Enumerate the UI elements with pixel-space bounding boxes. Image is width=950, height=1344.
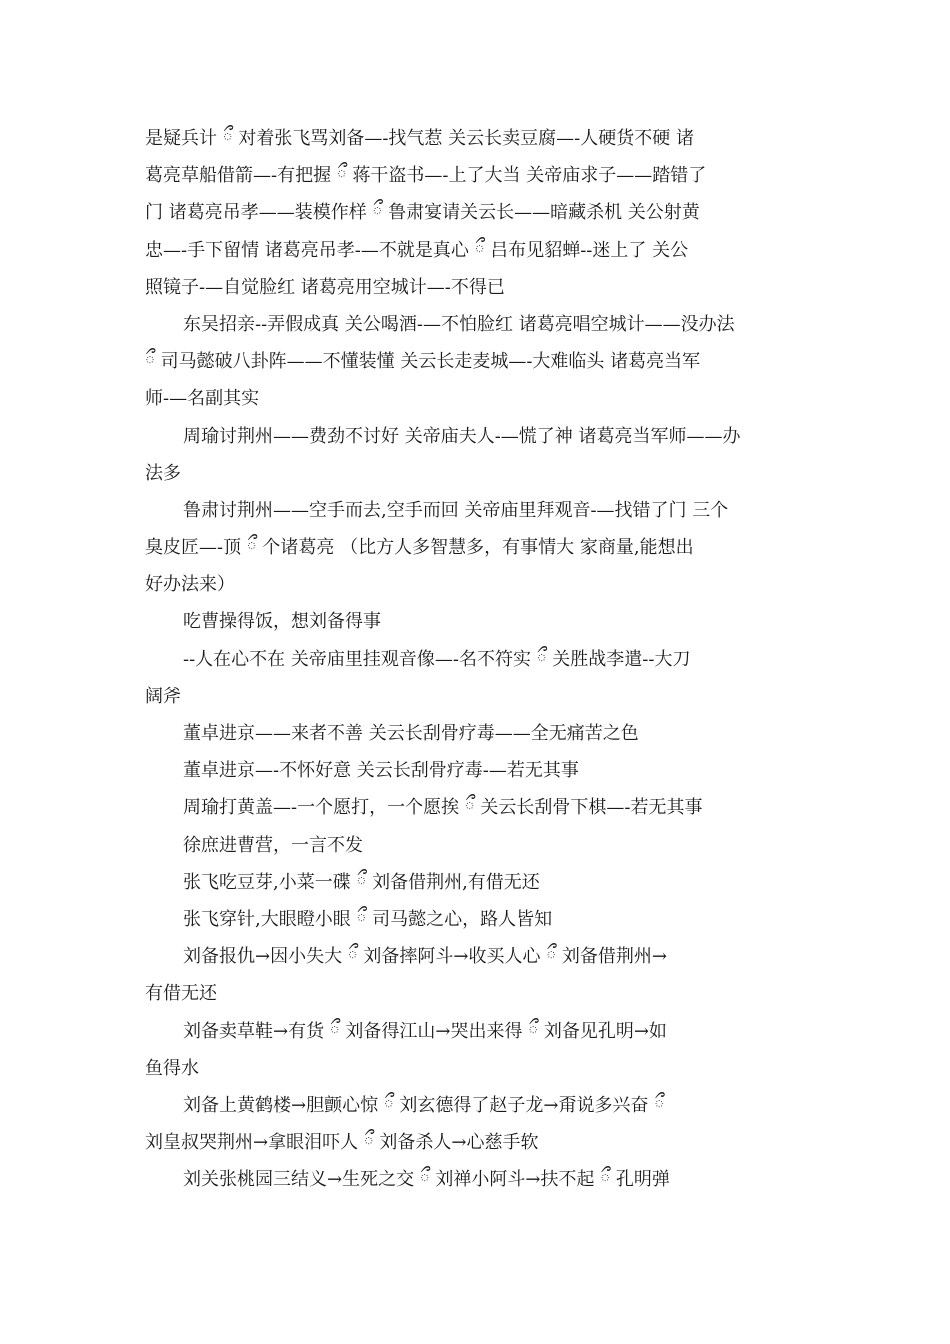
text-line: 董卓进京——来者不善 关云长刮骨疗毒——全无痛苦之色 [183, 723, 639, 744]
text-line: 周瑜讨荆州——费劲不讨好 关帝庙夫人-—慌了神 诸葛亮当军师——办 [183, 425, 741, 447]
text-line: 师-—名副其实 [145, 388, 260, 410]
text-line: 东吴招亲--弄假成真 关公喝酒-—不怕脸红 诸葛亮唱空城计——没办法 [183, 313, 735, 335]
text-line: 是疑兵计 ྀ 对着张飞骂刘备—-找气惹 关云长卖豆腐—-人硬货不硬 诸 [145, 128, 694, 149]
text-line: 周瑜打黄盖—-一个愿打，一个愿挨 ྀ 关云长刮骨下棋—-若无其事 [183, 797, 703, 819]
text-line: 好办法来） [145, 574, 235, 596]
text-line: 张飞吃豆芽,小菜一碟 ྀ 刘备借荆州,有借无还 [183, 871, 540, 893]
text-line: ྀ 司马懿破八卦阵——不懂装懂 关云长走麦城—-大难临头 诸葛亮当军 [145, 351, 701, 373]
text-line: 照镜子-—自觉脸红 诸葛亮用空城计—-不得已 [145, 276, 505, 298]
text-line: 徐庶进曹营，一言不发 [183, 834, 363, 856]
text-line: --人在心不在 关帝庙里挂观音像—-名不符实 ྀ 关胜战李遣--大刀 [183, 648, 691, 670]
text-line: 刘备报仇→因小失大 ྀ 刘备摔阿斗→收买人心 ྀ 刘备借荆州→ [183, 946, 667, 968]
text-line: 法多 [145, 462, 181, 484]
text-line: 葛亮草船借箭—-有把握 ྀ 蒋干盗书—-上了大当 关帝庙求子——踏错了 [145, 165, 707, 187]
text-line: 忠—-手下留情 诸葛亮吊孝-—不就是真心 ྀ 吕布见貂蝉--迷上了 关公 [145, 239, 689, 261]
text-line: 臭皮匠—-顶 ྀ 个诸葛亮 （比方人多智慧多，有事情大 家商量,能想出 [145, 537, 694, 559]
text-line: 刘关张桃园三结义→生死之交 ྀ 刘禅小阿斗→扶不起 ྀ 孔明弹 [183, 1169, 670, 1191]
document-body [145, 120, 810, 1198]
text-line: 刘备卖草鞋→有货 ྀ 刘备得江山→哭出来得 ྀ 刘备见孔明→如 [183, 1020, 667, 1042]
text-line: 鲁肃讨荆州——空手而去,空手而回 关帝庙里拜观音-—找错了门 三个 [183, 499, 729, 521]
text-line: 刘皇叔哭荆州→拿眼泪吓人 ྀ 刘备杀人→心慈手软 [145, 1132, 539, 1154]
text-line: 阔斧 [145, 685, 181, 707]
text-line: 刘备上黄鹤楼→胆颤心惊 ྀ 刘玄德得了赵子龙→甭说多兴奋 ྀ [183, 1094, 665, 1116]
text-line: 鱼得水 [145, 1057, 199, 1079]
text-line: 门 诸葛亮吊孝——装模作样 ྀ 鲁肃宴请关云长——暗藏杀机 关公射黄 [145, 202, 700, 224]
text-line: 董卓进京—-不怀好意 关云长刮骨疗毒-—若无其事 [183, 760, 579, 782]
text-line: 张飞穿针,大眼瞪小眼 ྀ 司马懿之心，路人皆知 [183, 908, 553, 930]
text-line: 吃曹操得饭，想刘备得事 [183, 611, 381, 633]
text-line: 有借无还 [145, 983, 217, 1005]
